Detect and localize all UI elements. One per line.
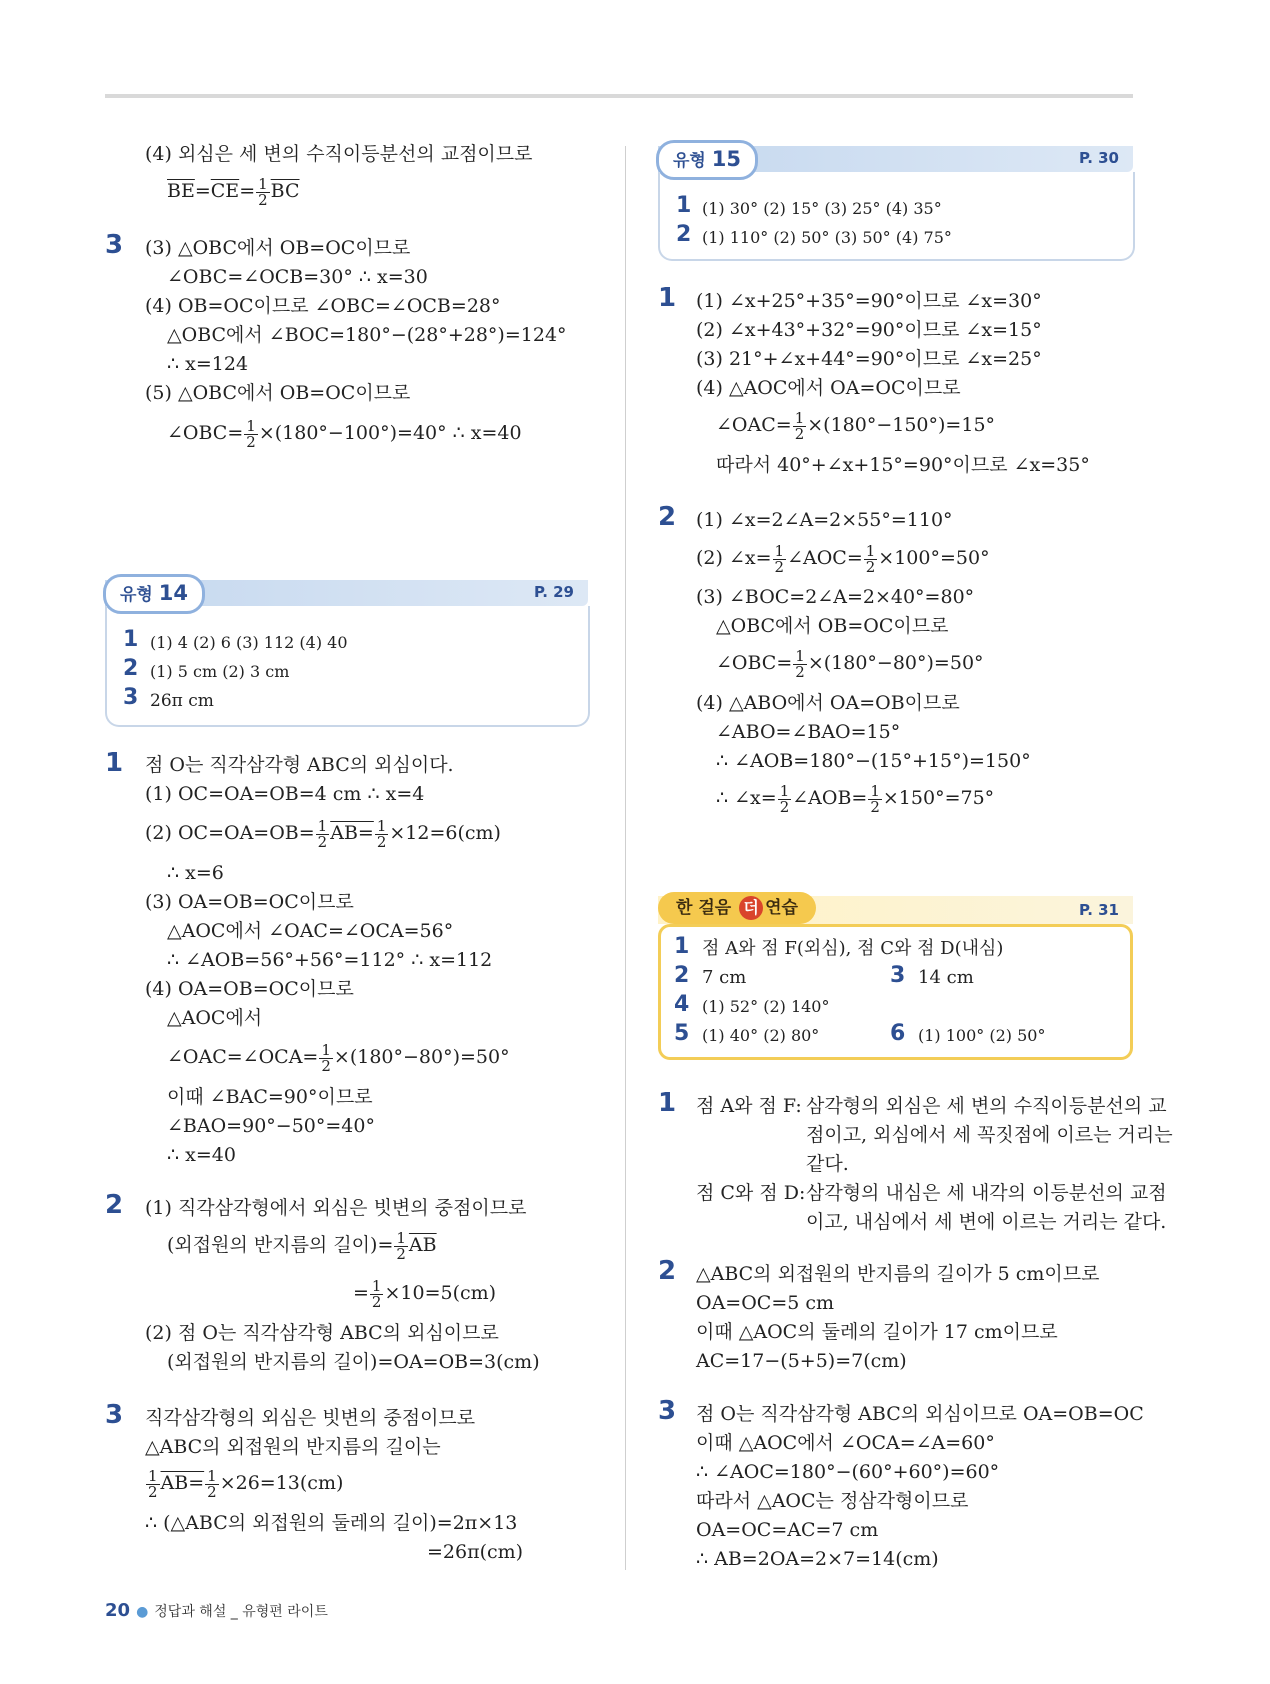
t14-answer-3: 26π cm [150,691,214,711]
text: ×26=13(cm) [219,1472,344,1494]
s1-line-7: ∴ ∠AOB=56°+56°=112° ∴ x=112 [167,949,493,971]
r-solution-2-number: 2 [658,502,677,532]
numerator: 1 [371,1276,382,1295]
numerator: 1 [794,408,805,427]
type-15-banner [658,146,1133,172]
r-s1-line-5 [716,410,995,442]
s1-line-8: (4) OA=OB=OC이므로 [145,978,354,1000]
s3-line-2: △ABC의 외접원의 반지름의 길이는 [145,1436,441,1458]
fraction-half [864,541,878,576]
fraction-half [256,174,270,209]
numerator: 1 [779,781,790,800]
t14-answer-2: (1) 5 cm (2) 3 cm [150,662,290,681]
t15-answer-2-num: 2 [676,222,692,247]
r-s2-line-4: △OBC에서 OB=OC이므로 [716,615,949,637]
pr-s3-line-5: OA=OC=AC=7 cm [696,1519,879,1541]
practice-6: (1) 100° (2) 50° [918,1026,1046,1045]
practice-1: 점 A와 점 F(외심), 점 C와 점 D(내심) [702,938,1004,959]
r-s1-line-6: 따라서 40°+∠x+15°=90°이므로 ∠x=35° [716,454,1090,476]
t14-answer-2-num: 2 [123,656,139,681]
s2-line-1: (1) 직각삼각형에서 외심은 빗변의 중점이므로 [145,1197,527,1219]
pr-s1-label-b: 점 C와 점 D: [696,1182,806,1204]
numerator: 1 [870,781,880,800]
column-divider [625,146,626,1570]
tag-label: 유형 [120,585,153,605]
text: ∠OBC= [167,422,244,444]
problem-3-number: 3 [105,230,124,260]
text: ×(180°−100°)=40° ∴ x=40 [258,422,522,444]
r-s2-line-8: ∴ ∠AOB=180°−(15°+15°)=150° [716,750,1031,772]
t15-answer-2: (1) 110° (2) 50° (3) 50° (4) 75° [702,228,952,247]
s1-line-3 [145,818,501,850]
p3-line-5: ∴ x=124 [167,353,249,375]
fraction-half [319,1040,333,1075]
numerator: 1 [246,416,256,435]
r-s2-line-9 [716,783,994,815]
denominator: 2 [321,1056,331,1075]
s1-line-6: △AOC에서 ∠OAC=∠OCA=56° [167,920,454,942]
denominator: 2 [795,662,805,681]
text: AB= [160,1472,205,1494]
practice-banner [658,896,1133,924]
pr-s3-line-1: 점 O는 직각삼각형 ABC의 외심이므로 OA=OB=OC [696,1403,1144,1425]
fraction-half [793,408,807,443]
pr-s2-line-1: △ABC의 외접원의 반지름의 길이가 5 cm이므로 [696,1263,1100,1285]
practice-page: P. 31 [1078,901,1119,919]
numerator: 1 [774,541,785,560]
fraction-half [793,646,807,681]
intro-line-2 [167,176,300,208]
footer-title: 정답과 해설 _ 유형편 라이트 [154,1604,328,1620]
text: ×100°=50° [878,547,990,569]
practice-3: 14 cm [918,967,974,988]
s2-line-2 [167,1230,437,1262]
denominator: 2 [865,557,876,576]
r-s1-line-3: (3) 21°+∠x+44°=90°이므로 ∠x=25° [696,348,1042,370]
denominator: 2 [774,557,785,576]
s1-line-10 [167,1042,510,1074]
denominator: 2 [396,1244,406,1263]
p3-line-4: △OBC에서 ∠BOC=180°−(28°+28°)=124° [167,324,567,346]
fraction-half [146,1466,160,1501]
practice-tag [658,892,816,924]
s2-line-3 [353,1278,496,1310]
s1-line-13: ∴ x=40 [167,1144,236,1166]
text: ∠OAC=∠OCA= [167,1046,319,1068]
numerator: 1 [795,646,805,665]
denominator: 2 [258,190,268,209]
solution-2-number: 2 [105,1190,124,1220]
pr-s3-line-4: 따라서 △AOC는 정삼각형이므로 [696,1490,969,1512]
text: ×10=5(cm) [384,1282,497,1304]
page-footer [105,1600,328,1621]
denominator: 2 [207,1482,217,1501]
p3-line-7 [167,418,522,450]
text: ∠OBC= [716,652,793,674]
tag-label-b: 연습 [765,898,798,918]
pr-s1-line-1: 삼각형의 외심은 세 변의 수직이등분선의 교 [806,1095,1167,1117]
fraction-half [244,416,258,451]
numerator: 1 [865,541,876,560]
pr-solution-1-number: 1 [658,1088,677,1118]
pr-s1-line-3: 같다. [806,1153,849,1175]
denominator: 2 [371,1292,382,1311]
bullet-dot-icon: ● [136,1604,149,1620]
text: ×(180°−80°)=50° [333,1046,510,1068]
numerator: 1 [396,1228,406,1247]
text: ∠AOB= [792,787,868,809]
type-14-banner [105,580,588,606]
s2-line-4: (2) 점 O는 직각삼각형 ABC의 외심이므로 [145,1322,499,1344]
numerator: 1 [376,816,387,835]
text: (2) OC=OA=OB= [145,822,315,844]
text: $\overline{AB}$ [408,1234,437,1256]
pr-solution-2-number: 2 [658,1256,677,1286]
fraction-half [394,1228,408,1263]
practice-1-num: 1 [674,934,690,959]
fraction-half [316,816,330,851]
t15-answer-1: (1) 30° (2) 15° (3) 25° (4) 35° [702,199,942,218]
s1-line-11: 이때 ∠BAC=90°이므로 [167,1086,373,1108]
practice-4: (1) 52° (2) 140° [702,997,830,1016]
numerator: 1 [207,1466,217,1485]
text: ∴ ∠x= [716,787,777,809]
intro-line-1: (4) 외심은 세 변의 수직이등분선의 교점이므로 [145,143,533,165]
pr-s2-line-3: 이때 △AOC의 둘레의 길이가 17 cm이므로 [696,1321,1058,1343]
s1-line-2: (1) OC=OA=OB=4 cm ∴ x=4 [145,783,425,805]
p3-line-2: ∠OBC=∠OCB=30° ∴ x=30 [167,266,428,288]
text: ×150°=75° [882,787,995,809]
pr-s3-line-3: ∴ ∠AOC=180°−(60°+60°)=60° [696,1461,1000,1483]
t14-answer-1-num: 1 [123,627,139,652]
numerator: 1 [258,174,268,193]
tag-badge: 더 [739,896,763,920]
s3-line-1: 직각삼각형의 외심은 빗변의 중점이므로 [145,1407,476,1429]
t14-answer-3-num: 3 [123,685,139,710]
fraction-half [205,1466,219,1501]
r-solution-1-number: 1 [658,283,677,313]
t15-answer-1-num: 1 [676,193,692,218]
fraction-half [370,1276,384,1311]
tag-label-a: 한 걸음 [676,898,732,918]
t14-answer-1: (1) 4 (2) 6 (3) 112 (4) 40 [150,633,348,652]
tag-number: 15 [711,147,742,171]
r-s1-line-4: (4) △AOC에서 OA=OC이므로 [696,377,961,399]
denominator: 2 [317,832,328,851]
text: AB= [330,822,374,844]
practice-4-num: 4 [674,992,690,1017]
s2-line-5: (외접원의 반지름의 길이)=OA=OB=3(cm) [167,1351,540,1373]
pr-s2-line-2: OA=OC=5 cm [696,1292,835,1314]
page-number: 20 [105,1600,131,1621]
seg-ce: $\overline{CE}$ [210,180,240,202]
pr-s1-line-5: 이고, 내심에서 세 변에 이르는 거리는 같다. [806,1211,1167,1233]
s3-line-5: =26π(cm) [427,1541,524,1563]
s1-line-12: ∠BAO=90°−50°=40° [167,1115,375,1137]
pr-s2-line-4: AC=17−(5+5)=7(cm) [696,1350,907,1372]
r-s2-line-7: ∠ABO=∠BAO=15° [716,721,901,743]
seg-be: $\overline{BE}$ [167,180,195,202]
pr-s1-line-4: 삼각형의 내심은 세 내각의 이등분선의 교점 [806,1182,1167,1204]
top-rule [105,94,1133,98]
text: ∠AOC= [787,547,863,569]
s1-line-1: 점 O는 직각삼각형 ABC의 외심이다. [145,754,454,776]
fraction-half [773,541,787,576]
s1-line-5: (3) OA=OB=OC이므로 [145,891,354,913]
r-s2-line-1: (1) ∠x=2∠A=2×55°=110° [696,509,953,531]
r-s1-line-2: (2) ∠x+43°+32°=90°이므로 ∠x=15° [696,319,1042,341]
denominator: 2 [794,424,805,443]
practice-3-num: 3 [890,963,906,988]
pr-s3-line-6: ∴ AB=2OA=2×7=14(cm) [696,1548,939,1570]
fraction-half [868,781,882,816]
denominator: 2 [870,797,880,816]
text: (외접원의 반지름의 길이)= [167,1234,394,1256]
p3-line-3: (4) OB=OC이므로 ∠OBC=∠OCB=28° [145,295,501,317]
practice-2-num: 2 [674,963,690,988]
type-15-page: P. 30 [1078,149,1119,167]
practice-5: (1) 40° (2) 80° [702,1026,820,1045]
solution-3-number: 3 [105,1400,124,1430]
r-s2-line-3: (3) ∠BOC=2∠A=2×40°=80° [696,586,975,608]
s3-line-3 [145,1468,343,1500]
seg-bc: $\overline{BC}$ [270,180,300,202]
text: ×12=6(cm) [389,822,501,844]
text: = [353,1282,369,1304]
r-s2-line-2 [696,543,990,575]
text: (2) ∠x= [696,547,772,569]
denominator: 2 [376,832,387,851]
pr-s3-line-2: 이때 △AOC에서 ∠OCA=∠A=60° [696,1432,995,1454]
practice-6-num: 6 [890,1021,906,1046]
numerator: 1 [321,1040,331,1059]
eq: = [239,180,256,202]
pr-solution-3-number: 3 [658,1396,677,1426]
text: ∠OAC= [716,414,792,436]
fraction-half [778,781,792,816]
fraction-half [375,816,389,851]
pr-s1-label-a: 점 A와 점 F: [696,1095,802,1117]
type-14-page: P. 29 [533,583,574,601]
practice-5-num: 5 [674,1021,690,1046]
s3-line-4: ∴ (△ABC의 외접원의 둘레의 길이)=2π×13 [145,1512,518,1534]
tag-label: 유형 [673,151,706,171]
p3-line-6: (5) △OBC에서 OB=OC이므로 [145,382,411,404]
r-s1-line-1: (1) ∠x+25°+35°=90°이므로 ∠x=30° [696,290,1042,312]
s1-line-9: △AOC에서 [167,1007,263,1029]
numerator: 1 [317,816,328,835]
solution-1-number: 1 [105,748,124,778]
denominator: 2 [148,1482,158,1501]
text: ×(180°−80°)=50° [807,652,984,674]
denominator: 2 [779,797,790,816]
r-s2-line-5 [716,648,984,680]
practice-2: 7 cm [702,967,747,988]
tag-number: 14 [158,581,189,605]
p3-line-1: (3) △OBC에서 OB=OC이므로 [145,237,411,259]
pr-s1-line-2: 점이고, 외심에서 세 꼭짓점에 이르는 거리는 [806,1124,1173,1146]
eq: = [194,180,211,202]
text: ×(180°−150°)=15° [807,414,996,436]
denominator: 2 [246,432,256,451]
s1-line-4: ∴ x=6 [167,862,224,884]
r-s2-line-6: (4) △ABO에서 OA=OB이므로 [696,692,960,714]
numerator: 1 [148,1466,158,1485]
